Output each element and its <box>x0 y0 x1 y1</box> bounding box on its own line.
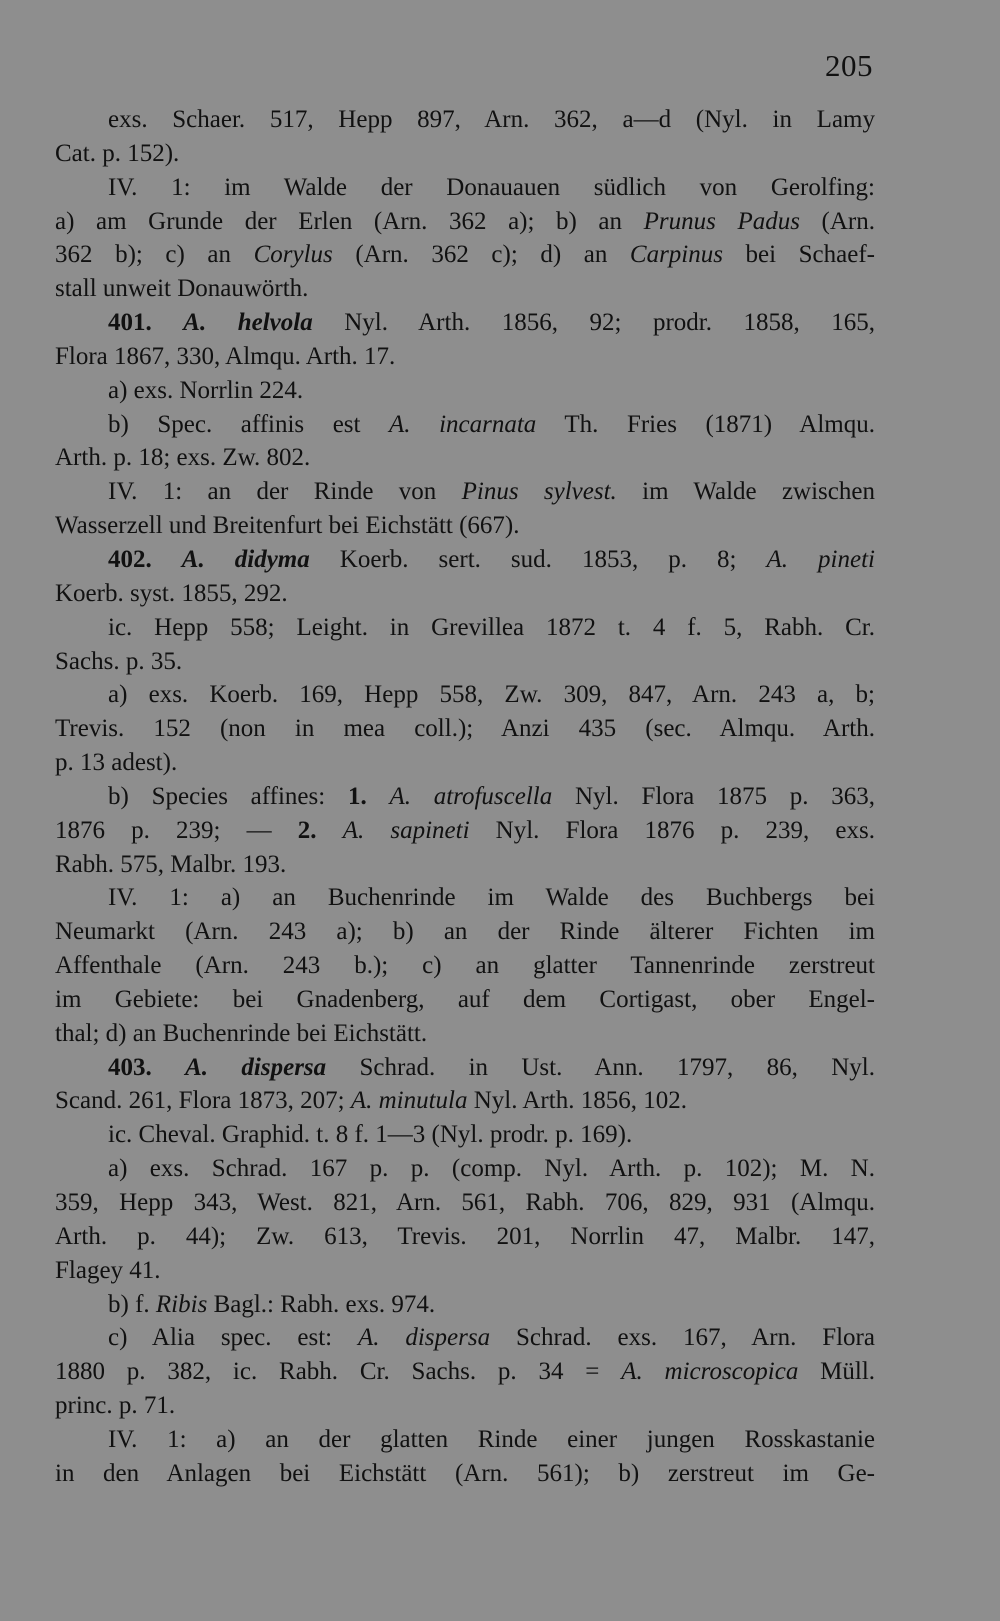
text-line <box>55 1017 875 1051</box>
text-line <box>55 1220 875 1254</box>
text-line <box>55 611 875 645</box>
text-line <box>55 137 875 171</box>
text-segment: a) exs. Norrlin 224. <box>108 376 304 404</box>
text-line <box>55 1321 875 1355</box>
text-line <box>55 441 875 475</box>
text-segment: Affenthale (Arn. 243 b.); c) an glatter Tannenrinde zerstreut <box>55 952 875 980</box>
text-segment: Arth. p. 44); Zw. 613, Trevis. 201, Norrlin 47, Malbr. 147, <box>55 1222 875 1250</box>
text-line <box>55 1254 875 1288</box>
text-segment: c) Alia spec. est: <box>108 1324 358 1352</box>
text-segment: IV. 1: im Walde der Donauauen südlich von Gerolfing: <box>108 173 875 201</box>
text-line <box>55 848 875 882</box>
text-segment: bei Schaef- <box>722 241 875 269</box>
text-line <box>55 205 875 239</box>
emphasized-text: 402. <box>108 545 182 573</box>
text-segment: Schrad. exs. 167, Arn. Flora <box>490 1324 875 1352</box>
text-segment: a) exs. Schrad. 167 p. p. (comp. Nyl. Arth. p. 102); M. N. <box>108 1155 875 1183</box>
emphasized-text: A. atrofuscella <box>389 782 553 810</box>
emphasized-text: A. dispersa <box>185 1053 327 1081</box>
emphasized-text: Ribis <box>155 1290 208 1318</box>
text-segment: Flora 1867, 330, Almqu. Arth. 17. <box>55 342 396 370</box>
text-segment: 1876 p. 239; — <box>55 816 298 844</box>
text-segment: (Arn. <box>799 207 875 235</box>
text-segment <box>317 817 343 844</box>
text-segment: (Arn. 362 c); d) an <box>332 241 630 269</box>
text-segment: Cat. p. 152). <box>55 139 180 167</box>
text-line <box>55 475 875 509</box>
text-segment: Nyl. Flora 1875 p. 363, <box>552 782 875 810</box>
text-segment: Flagey 41. <box>55 1256 161 1284</box>
text-line <box>55 509 875 543</box>
text-segment: Arth. p. 18; exs. Zw. 802. <box>55 444 311 472</box>
text-segment: stall unweit Donauwörth. <box>55 275 309 303</box>
text-line <box>55 645 875 679</box>
text-line <box>55 1084 875 1118</box>
text-segment: exs. Schaer. 517, Hepp 897, Arn. 362, a—d (Nyl. in Lamy <box>108 106 875 133</box>
text-line <box>55 1389 875 1423</box>
text-segment: b) f. <box>108 1290 156 1318</box>
text-segment: IV. 1: a) an der glatten Rinde einer jungen Rosskastanie <box>108 1425 875 1453</box>
text-segment: b) Species affines: <box>108 782 348 810</box>
text-segment: 1880 p. 382, ic. Rabh. Cr. Sachs. p. 34 = <box>55 1358 622 1386</box>
emphasized-text: A. pineti <box>766 545 875 573</box>
text-segment: IV. 1: an der Rinde von <box>108 478 462 506</box>
text-line <box>55 814 875 848</box>
text-line <box>55 1355 875 1389</box>
text-line <box>55 1152 875 1186</box>
text-segment: p. 13 adest). <box>55 749 178 777</box>
text-line <box>55 712 875 746</box>
text-segment: Th. Fries (1871) Almqu. <box>536 410 875 438</box>
text-line <box>55 103 875 137</box>
text-body <box>55 103 875 1491</box>
text-segment: Nyl. Arth. 1856, 92; prodr. 1858, 165, <box>312 309 876 337</box>
text-segment: b) Spec. affinis est <box>108 410 390 438</box>
emphasized-text: Prunus Padus <box>643 207 800 235</box>
text-segment: ic. Hepp 558; Leight. in Grevillea 1872 t. 4 f. 5, Rabh. Cr. <box>108 613 875 641</box>
text-segment: Nyl. Arth. 1856, 102. <box>467 1087 687 1115</box>
text-line <box>55 238 875 272</box>
text-line <box>55 949 875 983</box>
text-segment: 362 b); c) an <box>55 241 254 269</box>
text-segment <box>367 783 390 810</box>
text-segment: Nyl. Flora 1876 p. 239, exs. <box>469 816 876 844</box>
emphasized-text: A. helvola <box>183 309 313 337</box>
text-segment: Koerb. sert. sud. 1853, p. 8; <box>309 545 767 573</box>
text-line <box>55 408 875 442</box>
text-segment: im Gebiete: bei Gnadenberg, auf dem Cortigast, ober Engel- <box>55 985 875 1013</box>
text-line <box>55 171 875 205</box>
emphasized-text: 403. <box>108 1053 186 1081</box>
text-segment: thal; d) an Buchenrinde bei Eichstätt. <box>55 1019 428 1047</box>
text-segment: Wasserzell und Breitenfurt bei Eichstätt (667). <box>55 512 520 540</box>
emphasized-text: 1. <box>347 782 367 810</box>
text-segment: princ. p. 71. <box>55 1392 176 1420</box>
text-segment: a) exs. Koerb. 169, Hepp 558, Zw. 309, 847, Arn. 243 a, b; <box>108 681 875 709</box>
text-line <box>55 272 875 306</box>
text-line <box>55 543 875 577</box>
emphasized-text: A. minutula <box>350 1087 468 1115</box>
text-segment: 359, Hepp 343, West. 821, Arn. 561, Rabh. 706, 829, 931 (Almqu. <box>55 1189 875 1216</box>
text-line <box>55 780 875 814</box>
text-segment: Scand. 261, Flora 1873, 207; <box>55 1087 351 1115</box>
text-segment: Koerb. syst. 1855, 292. <box>55 579 288 607</box>
text-line <box>55 1118 875 1152</box>
text-segment: ic. Cheval. Graphid. t. 8 f. 1—3 (Nyl. prodr. p. 169). <box>108 1121 633 1149</box>
text-line <box>55 1288 875 1322</box>
text-segment: Sachs. p. 35. <box>55 647 183 675</box>
emphasized-text: A. sapineti <box>342 816 470 844</box>
emphasized-text: Carpinus <box>629 241 723 269</box>
emphasized-text: A. incarnata <box>389 410 537 438</box>
text-segment: Rabh. 575, Malbr. 193. <box>55 850 287 878</box>
text-segment: Schrad. in Ust. Ann. 1797, 86, Nyl. <box>326 1053 876 1081</box>
page-number: 205 <box>825 48 873 83</box>
text-segment: a) am Grunde der Erlen (Arn. 362 a); b) an <box>55 207 644 235</box>
emphasized-text: Pinus sylvest. <box>461 478 617 506</box>
emphasized-text: A. microscopica <box>621 1358 799 1386</box>
text-line <box>55 678 875 712</box>
text-segment: im Walde zwischen <box>616 478 875 506</box>
text-segment: Müll. <box>798 1358 876 1386</box>
text-segment: Bagl.: Rabh. exs. 974. <box>207 1290 436 1318</box>
text-segment: Trevis. 152 (non in mea coll.); Anzi 435 (sec. Almqu. Arth. <box>55 715 875 743</box>
text-line <box>55 577 875 611</box>
text-segment: in den Anlagen bei Eichstätt (Arn. 561); b) zerstreut im Ge- <box>55 1459 875 1487</box>
text-line <box>55 1051 875 1085</box>
text-line <box>55 746 875 780</box>
text-line <box>55 881 875 915</box>
text-line <box>55 1423 875 1457</box>
emphasized-text: A. dispersa <box>357 1324 491 1352</box>
text-line <box>55 915 875 949</box>
emphasized-text: A. didyma <box>181 545 310 573</box>
text-line <box>55 1186 875 1220</box>
text-segment: IV. 1: a) an Buchenrinde im Walde des Buchbergs bei <box>108 884 875 912</box>
emphasized-text: 2. <box>297 816 317 844</box>
text-segment: Neumarkt (Arn. 243 a); b) an der Rinde älterer Fichten im <box>55 918 875 946</box>
text-line <box>55 1457 875 1491</box>
text-line <box>55 306 875 340</box>
emphasized-text: 401. <box>108 309 184 337</box>
text-line <box>55 340 875 374</box>
emphasized-text: Corylus <box>253 241 333 269</box>
text-line <box>55 374 875 408</box>
text-line <box>55 983 875 1017</box>
